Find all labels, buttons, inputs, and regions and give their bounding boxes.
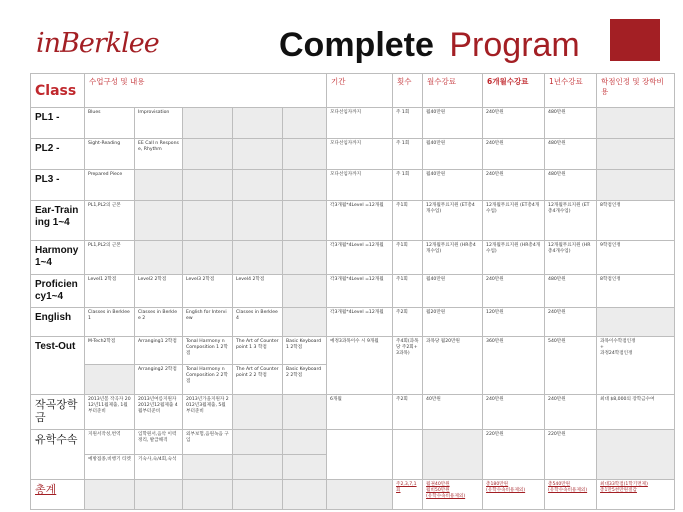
cell: Classes in Berklee 2 [135, 308, 183, 337]
cell: Improvisation [135, 108, 183, 139]
cell: Level1 2학점 [85, 275, 135, 308]
cell [283, 275, 327, 308]
table-row [31, 308, 675, 337]
cell: 6개월 [327, 395, 393, 430]
cell [183, 241, 233, 275]
col-count: 횟수 [393, 74, 423, 108]
cell [85, 365, 135, 395]
row-label: 유학수속 [31, 430, 85, 480]
table-row [31, 430, 675, 455]
cell: 12개월무료지원 (HR총4개수업) [545, 241, 597, 275]
cell: 각3개월*4Level =12개월 [327, 241, 393, 275]
cell [597, 139, 675, 170]
cell: 480만원 [545, 108, 597, 139]
cell: EE Call n Response, Rhythm [135, 139, 183, 170]
cell: 주1회 [393, 275, 423, 308]
cell: 모다선임자까지 [327, 170, 393, 201]
row-label: Test-Out [31, 337, 85, 395]
cell [597, 308, 675, 337]
title-bold: Complete [279, 26, 434, 64]
cell: The Art of Counterpoint 2 2 학점 [233, 365, 283, 395]
cell: 월20만원 [423, 308, 483, 337]
cell: 540만원 [545, 337, 597, 395]
title-rest: Program [449, 26, 580, 64]
cell: 지원서작성,번역 [85, 430, 135, 455]
cell: 240만원 [483, 108, 545, 139]
cell: Sight-Reading [85, 139, 135, 170]
cell: 예정3과목이수 시 9개월 [327, 337, 393, 395]
header-row [31, 74, 675, 108]
cell [423, 430, 483, 480]
cell [283, 201, 327, 241]
cell: Classes in Berklee 4 [233, 308, 283, 337]
cell: 각3개월*4Level =12개월 [327, 201, 393, 241]
col-class: Class [31, 74, 85, 108]
cell: 480만원 [545, 170, 597, 201]
cell: Tonal Harmony n Composition 1 2학점 [183, 337, 233, 365]
cell: 외부보험,음원녹음 구입 [183, 430, 233, 455]
cell: 240만원 [483, 139, 545, 170]
cell [233, 395, 283, 430]
cell [597, 108, 675, 139]
cell: 2013년여름지원자 2012년12월제출 4월부터준비 [135, 395, 183, 430]
total-monthly-2: 월비50만원 [426, 488, 450, 493]
table-row [31, 275, 675, 308]
cell [233, 241, 283, 275]
cell [283, 395, 327, 430]
row-label: English [31, 308, 85, 337]
cell: 최대 $8,000의 장학금수여 [597, 395, 675, 430]
cell [283, 139, 327, 170]
cell [183, 108, 233, 139]
cell: 주 1회 [393, 108, 423, 139]
cell: 240만원 [545, 395, 597, 430]
cell: 월40만원 [423, 108, 483, 139]
cell [233, 480, 283, 510]
cell [283, 480, 327, 510]
cell: 입학원서,음악 이력정리, 발급해격 [135, 430, 183, 455]
cell: 12개월무료지원 (ET총4개수업) [423, 201, 483, 241]
scholarship-line: 과목이수학점인정 [600, 339, 636, 344]
cell: 240만원 [483, 395, 545, 430]
cell [233, 430, 283, 455]
row-label: PL2 - [31, 139, 85, 170]
col-six-month: 6개월수강료 [483, 74, 545, 108]
cell [135, 480, 183, 510]
table-row [31, 170, 675, 201]
total-scholarship-2: 총1만5천만원절감 [600, 488, 637, 493]
cell [393, 480, 423, 510]
table-row [31, 139, 675, 170]
cell: 각3개월*4Level =12개월 [327, 275, 393, 308]
header [0, 0, 683, 72]
cell: 월40만원 [423, 275, 483, 308]
row-label: Harmony 1~4 [31, 241, 85, 275]
row-label: Proficiency1~4 [31, 275, 85, 308]
table-row [31, 395, 675, 430]
total-monthly-3: (유학수속비용제외) [426, 494, 466, 499]
col-yearly: 1년수강료 [545, 74, 597, 108]
cell [135, 201, 183, 241]
page-title [279, 26, 580, 65]
cell: 8학점인정 [597, 275, 675, 308]
cell: 주1회 [393, 201, 423, 241]
cell [283, 170, 327, 201]
cell: 220만원 [545, 430, 597, 480]
table-row [31, 201, 675, 241]
cell: M-Tech2학점 [85, 337, 135, 365]
cell: 240만원 [545, 308, 597, 337]
col-scholarship: 학점인정 및 장학비용 [597, 74, 675, 108]
scholarship-line: 과정24학점인정 [600, 351, 633, 356]
cell: Tonal Harmony n Composition 2 2학점 [183, 365, 233, 395]
cell [183, 170, 233, 201]
cell [327, 430, 393, 480]
cell: 2013년가을지원자 2012년3월제출, 5월부터준비 [183, 395, 233, 430]
cell: 월40만원 [423, 139, 483, 170]
cell: English for Interview [183, 308, 233, 337]
scholarship-line: + [600, 345, 604, 350]
total-monthly: 월권40만원 [426, 482, 450, 487]
cell [597, 480, 675, 510]
cell [283, 108, 327, 139]
cell [283, 241, 327, 275]
cell: Basic Keyboard 2 2학점 [283, 365, 327, 395]
cell: 2013년봄 작곡자 2012년11월제출, 1월부터준비 [85, 395, 135, 430]
inberklee-logo: inBerklee [36, 28, 159, 59]
cell: 기숙사,숙/4회,숙석 [135, 455, 183, 480]
cell [597, 430, 675, 480]
cell [597, 337, 675, 395]
cell [85, 480, 135, 510]
cell: 모다선임자까지 [327, 139, 393, 170]
total-six-2: (유학수속비용제외) [486, 488, 526, 493]
cell: Prepared Piece [85, 170, 135, 201]
cell [183, 455, 233, 480]
cell: 240만원 [483, 170, 545, 201]
cell [483, 480, 545, 510]
cell: Arranging1 2학점 [135, 337, 183, 365]
row-label: Ear-Training 1~4 [31, 201, 85, 241]
table-row [31, 337, 675, 365]
col-monthly: 월수강료 [423, 74, 483, 108]
cell: 예방접종,비행기 티켓 [85, 455, 135, 480]
cell: 각3개월*4Level =12개월 [327, 308, 393, 337]
cell [135, 241, 183, 275]
cell [283, 308, 327, 337]
brand-square [610, 19, 660, 61]
cell [545, 480, 597, 510]
cell: 12개월무료지원 (HR총4개수업) [483, 241, 545, 275]
total-six: 총180만원 [486, 482, 509, 487]
cell: Level4 2학점 [233, 275, 283, 308]
cell: The Art of Counterpoint 1 3 학점 [233, 337, 283, 365]
cell: 8학점인정 [597, 201, 675, 241]
col-content: 수업구성 및 내용 [85, 74, 327, 108]
cell: 주2회 [393, 308, 423, 337]
cell [327, 480, 393, 510]
col-period: 기간 [327, 74, 393, 108]
cell [233, 455, 283, 480]
cell: 9학점인정 [597, 241, 675, 275]
cell: Level3 2학점 [183, 275, 233, 308]
cell: PL1,PL2의 근본 [85, 201, 135, 241]
total-year-2: (유학수속비용제외) [548, 488, 588, 493]
cell: 240만원 [483, 275, 545, 308]
total-year: 총540만원 [548, 482, 571, 487]
cell: 12개월무료지원 (HR총4개수업) [423, 241, 483, 275]
cell [283, 430, 327, 455]
cell [233, 139, 283, 170]
cell: 480만원 [545, 139, 597, 170]
table-row [31, 108, 675, 139]
cell: 주 1회 [393, 170, 423, 201]
cell: Arranging2 2학점 [135, 365, 183, 395]
cell: 주2회 [393, 395, 423, 430]
row-label: PL3 - [31, 170, 85, 201]
cell [233, 170, 283, 201]
cell [233, 108, 283, 139]
cell: 12개월무료지원 (ET총4개수업) [483, 201, 545, 241]
cell: Blues [85, 108, 135, 139]
cell: 480만원 [545, 275, 597, 308]
cell: Basic Keyboard 1 2학점 [283, 337, 327, 365]
program-table [30, 73, 675, 510]
cell [183, 480, 233, 510]
total-row [31, 480, 675, 510]
cell: 220만원 [483, 430, 545, 480]
cell [183, 139, 233, 170]
cell [233, 201, 283, 241]
table-row [31, 241, 675, 275]
cell: 360만원 [483, 337, 545, 395]
cell: 40만원 [423, 395, 483, 430]
cell: 모다선임자까지 [327, 108, 393, 139]
row-label: 총계 [31, 480, 85, 510]
row-label: 작곡장학금 [31, 395, 85, 430]
cell [597, 170, 675, 201]
total-count: 주2,3,7,1회 [396, 482, 417, 493]
cell: 12개월무료지원 (ET총4개수업) [545, 201, 597, 241]
cell [135, 170, 183, 201]
row-label: PL1 - [31, 108, 85, 139]
cell [183, 201, 233, 241]
cell: 주1회 [393, 241, 423, 275]
cell: 월40만원 [423, 170, 483, 201]
cell: Level2 2학점 [135, 275, 183, 308]
cell [283, 455, 327, 480]
cell: 과목당 월20만원 [423, 337, 483, 395]
cell: 주4회(과목 당 주2회+3과목) [393, 337, 423, 395]
cell: PL1,PL2의 근본 [85, 241, 135, 275]
cell: Classes in Berklee 1 [85, 308, 135, 337]
cell: 120만원 [483, 308, 545, 337]
total-scholarship: 최대33학점(1학기면제) [600, 482, 648, 487]
cell [423, 480, 483, 510]
cell: 주 1회 [393, 139, 423, 170]
cell [393, 430, 423, 480]
